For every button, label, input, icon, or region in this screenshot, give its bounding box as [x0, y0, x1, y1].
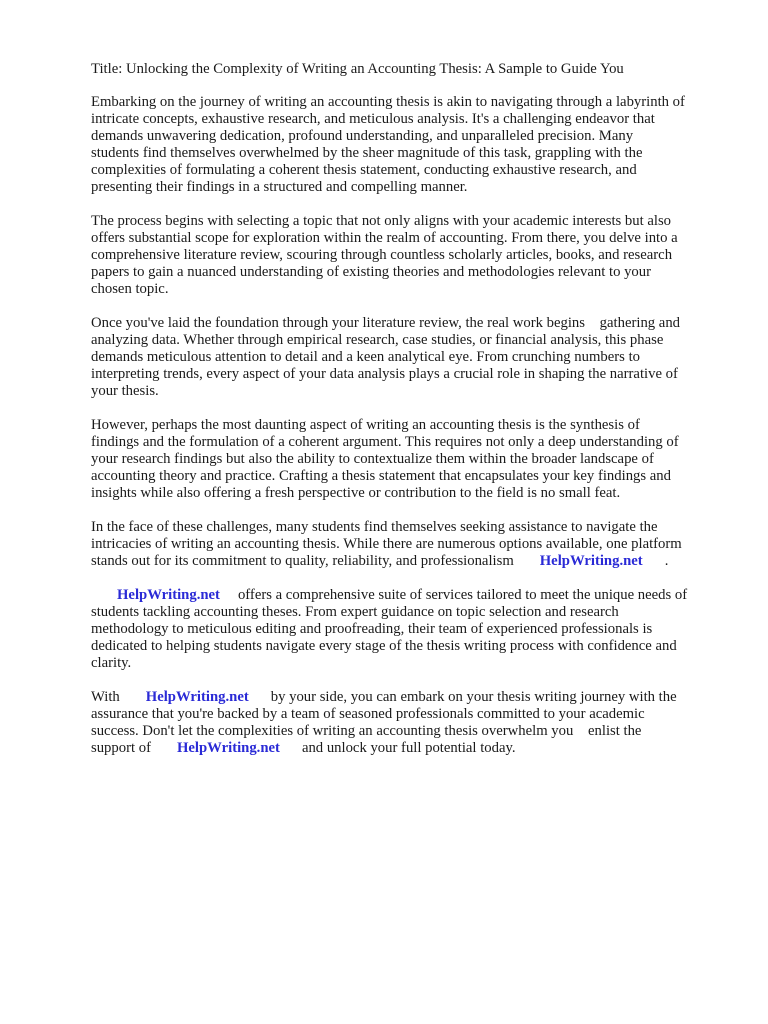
- document-page: [91, 61, 723, 774]
- text-line: insights while also offering a fresh perspective or contribution to the field is no small feat.: [91, 485, 621, 501]
- text-line: Once you've laid the foundation through your literature review, the real work begins gathering and: [91, 315, 681, 331]
- text-line: demands unwavering dedication, profound understanding, and unparalleled precision. Many: [91, 128, 634, 144]
- helpwriting-link[interactable]: HelpWriting.net: [176, 740, 280, 756]
- text-line: students tackling accounting theses. From expert guidance on topic selection and research: [91, 604, 619, 620]
- text-line: In the face of these challenges, many students find themselves seeking assistance to navigate the: [91, 519, 658, 535]
- text-line: success. Don't let the complexities of writing an accounting thesis overwhelm you enlist the: [91, 723, 642, 739]
- text-segment: by your side, you can embark on your thesis writing journey with the: [270, 689, 677, 705]
- helpwriting-link[interactable]: HelpWriting.net: [539, 553, 643, 569]
- paragraph-7: [91, 689, 723, 757]
- text-segment: and unlock your full potential today.: [301, 740, 516, 756]
- paragraph-1: [91, 94, 723, 196]
- paragraph-2: [91, 213, 723, 298]
- helpwriting-link[interactable]: HelpWriting.net: [117, 587, 220, 603]
- text-line: However, perhaps the most daunting aspect of writing an accounting thesis is the synthesis of: [91, 417, 640, 433]
- text-line: clarity.: [91, 655, 132, 671]
- text-line: methodology to meticulous editing and proofreading, their team of experienced professionals is: [91, 621, 653, 637]
- helpwriting-link[interactable]: HelpWriting.net: [145, 689, 249, 705]
- text-line: The process begins with selecting a topic that not only aligns with your academic interests but also: [91, 213, 672, 229]
- text-line: demands meticulous attention to detail and a keen analytical eye. From crunching numbers to: [91, 349, 640, 365]
- text-line: accounting theory and practice. Crafting a thesis statement that encapsulates your key findings and: [91, 468, 671, 484]
- text-line: chosen topic.: [91, 281, 169, 297]
- text-line: analyzing data. Whether through empirical research, case studies, or financial analysis, this phase: [91, 332, 664, 348]
- text-line: dedicated to helping students navigate every stage of the thesis writing process with confidence and: [91, 638, 677, 654]
- text-line: interpreting trends, every aspect of your data analysis plays a crucial role in shaping the narrative of: [91, 366, 678, 382]
- paragraph-3: [91, 315, 723, 400]
- text-line: [91, 740, 723, 757]
- text-line: [91, 553, 723, 570]
- text-segment: stands out for its commitment to quality, reliability, and professionalism: [91, 553, 514, 569]
- text-line: findings and the formulation of a coherent argument. This requires not only a deep understanding of: [91, 434, 679, 450]
- document-title: Title: Unlocking the Complexity of Writing an Accounting Thesis: A Sample to Guide You: [91, 61, 624, 77]
- paragraph-5: [91, 519, 723, 570]
- text-line: offers substantial scope for exploration within the realm of accounting. From there, you delve into a: [91, 230, 678, 246]
- text-line: assurance that you're backed by a team of seasoned professionals committed to your academic: [91, 706, 645, 722]
- text-line: [91, 587, 723, 604]
- text-segment: .: [664, 553, 669, 569]
- text-line: intricacies of writing an accounting thesis. While there are numerous options available, one platform: [91, 536, 682, 552]
- text-line: intricate concepts, exhaustive research, and meticulous analysis. It's a challenging endeavor that: [91, 111, 655, 127]
- text-line: comprehensive literature review, scouring through countless scholarly articles, books, and research: [91, 247, 673, 263]
- text-line: presenting their findings in a structured and compelling manner.: [91, 179, 468, 195]
- text-line: [91, 689, 723, 706]
- text-line: papers to gain a nuanced understanding of existing theories and methodologies relevant to your: [91, 264, 652, 280]
- paragraph-6: [91, 587, 723, 672]
- text-line: Embarking on the journey of writing an accounting thesis is akin to navigating through a labyrinth of: [91, 94, 685, 110]
- paragraph-4: [91, 417, 723, 502]
- text-line: your research findings but also the ability to contextualize them within the broader landscape of: [91, 451, 654, 467]
- text-segment: support of: [91, 740, 151, 756]
- text-line: complexities of formulating a coherent thesis statement, conducting exhaustive research, and: [91, 162, 637, 178]
- text-line: your thesis.: [91, 383, 159, 399]
- text-segment: With: [91, 689, 120, 705]
- text-line: students find themselves overwhelmed by the sheer magnitude of this task, grappling with the: [91, 145, 643, 161]
- text-segment: offers a comprehensive suite of services tailored to meet the unique needs of: [237, 587, 688, 603]
